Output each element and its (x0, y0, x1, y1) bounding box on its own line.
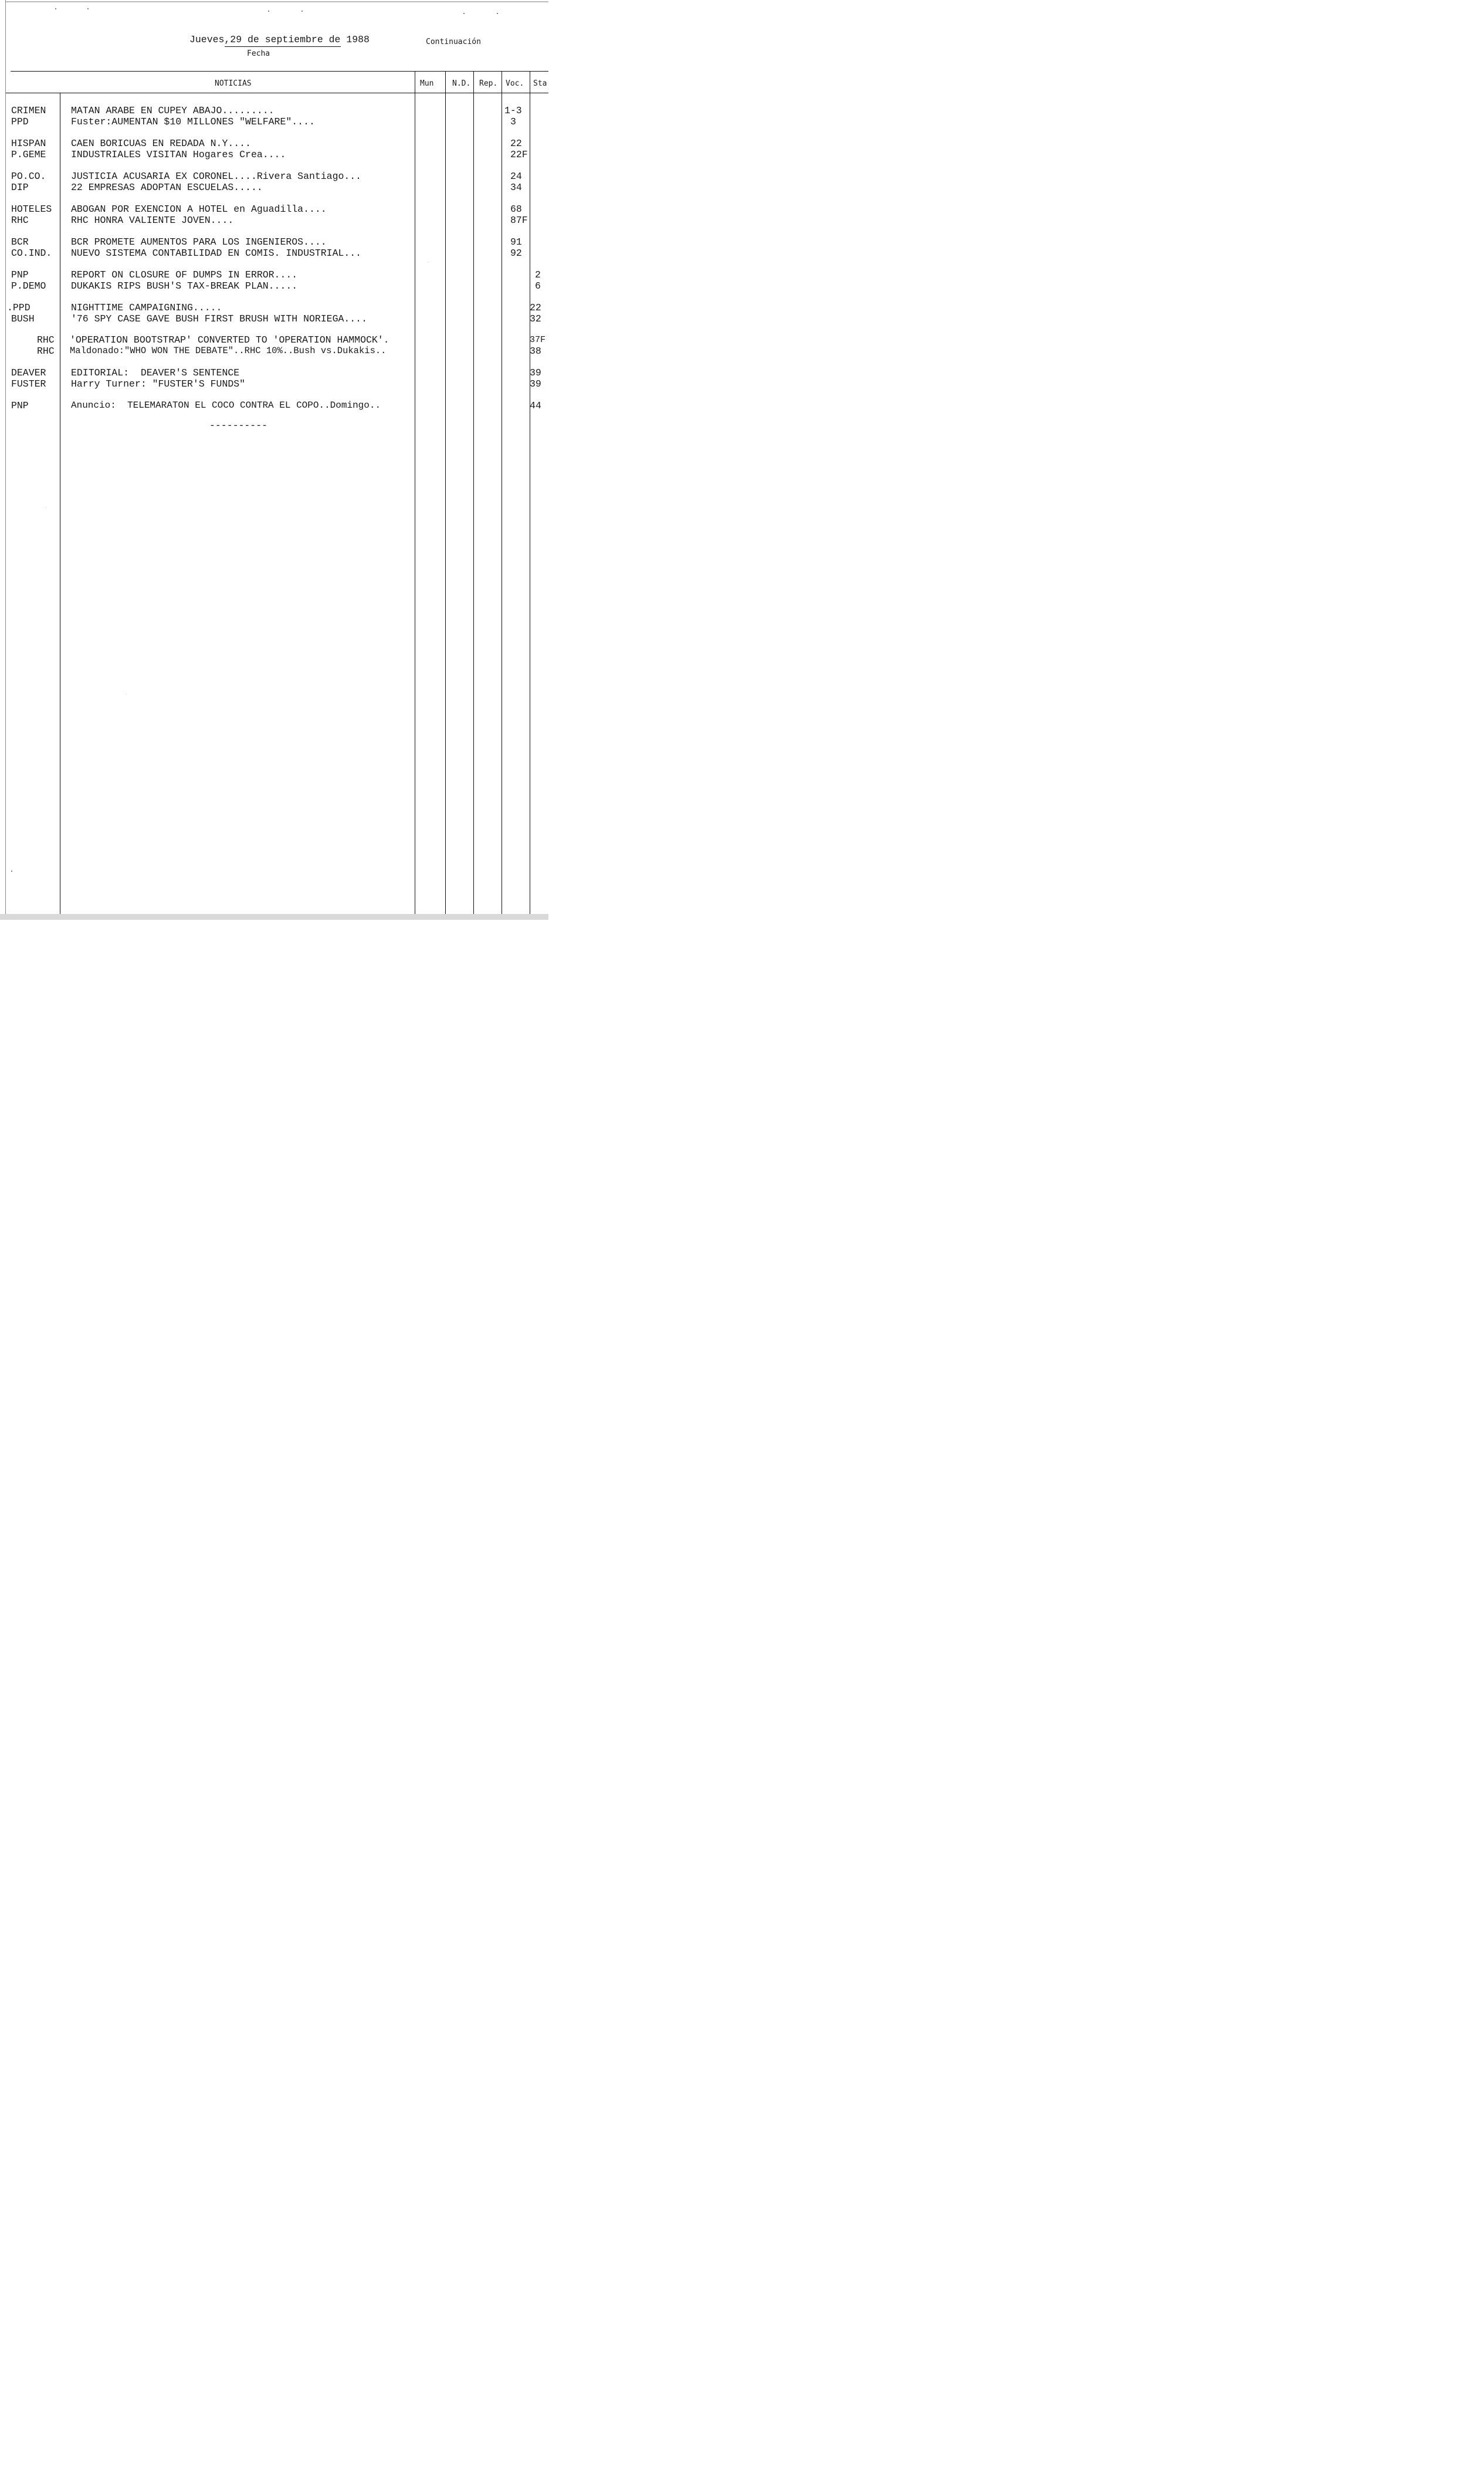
row-star-page: 37F (530, 335, 546, 345)
row-category: CO.IND. (11, 248, 52, 259)
row-headline: Harry Turner: "FUSTER'S FUNDS" (71, 378, 246, 390)
row-category: HOTELES (11, 204, 52, 215)
row-category: P.DEMO (11, 280, 46, 292)
row-star-page: 39 (530, 378, 541, 390)
column-header-star: Sta (533, 79, 547, 88)
row-headline: INDUSTRIALES VISITAN Hogares Crea.... (71, 149, 286, 160)
row-voc-page: 22F (510, 149, 528, 160)
row-voc-page: 68 (510, 204, 522, 215)
page-top-edge (6, 1, 548, 2)
row-category: RHC (37, 334, 55, 346)
row-voc-page: 87F (510, 215, 528, 226)
row-voc-page: 92 (510, 248, 522, 259)
scan-speck (497, 13, 498, 14)
row-headline: JUSTICIA ACUSARIA EX CORONEL....Rivera Santiago... (71, 171, 362, 182)
row-category: HISPAN (11, 138, 46, 149)
column-header-voc: Voc. (506, 79, 524, 88)
row-star-page: 39 (530, 367, 541, 378)
row-star-page: 22 (530, 302, 541, 313)
row-category: FUSTER (11, 378, 46, 390)
row-category: DIP (11, 182, 29, 193)
row-category: RHC (37, 346, 55, 357)
row-headline: 'OPERATION BOOTSTRAP' CONVERTED TO 'OPERATION HAMMOCK'. (70, 334, 389, 346)
nd-column-divider (445, 71, 446, 920)
row-headline: Fuster:AUMENTAN $10 MILLONES "WELFARE".... (71, 116, 315, 127)
row-headline: CAEN BORICUAS EN REDADA N.Y.... (71, 138, 251, 149)
end-of-list-marker: ---------- (209, 420, 268, 431)
scan-speck (55, 8, 56, 9)
row-category: BUSH (11, 313, 35, 324)
table-top-rule (11, 71, 548, 72)
row-headline: NUEVO SISTEMA CONTABILIDAD EN COMIS. INDUSTRIAL... (71, 248, 362, 259)
row-category: BCR (11, 236, 29, 248)
row-voc-page: 24 (510, 171, 522, 182)
scan-speck (268, 11, 269, 12)
scan-speck (87, 8, 89, 9)
row-star-page: 44 (530, 400, 541, 411)
date-underline (225, 46, 341, 47)
row-voc-page: 3 (510, 116, 516, 127)
column-header-nd: N.D. (452, 79, 471, 88)
row-headline: Anuncio: TELEMARATON EL COCO CONTRA EL COPO..Domingo.. (71, 400, 381, 411)
document-date: Jueves,29 de septiembre de 1988 (189, 34, 370, 45)
row-category: CRIMEN (11, 105, 46, 116)
row-headline: BCR PROMETE AUMENTOS PARA LOS INGENIEROS.... (71, 236, 327, 248)
row-star-page: 6 (535, 280, 541, 292)
row-category: RHC (11, 215, 29, 226)
row-voc-page: 22 (510, 138, 522, 149)
continuation-label: Continuación (426, 38, 481, 46)
row-headline: MATAN ARABE EN CUPEY ABAJO......... (71, 105, 275, 116)
row-category: P.GEME (11, 149, 46, 160)
row-category: DEAVER (11, 367, 46, 378)
row-headline: REPORT ON CLOSURE OF DUMPS IN ERROR.... (71, 269, 298, 280)
row-headline: Maldonado:"WHO WON THE DEBATE"..RHC 10%..Bush vs.Dukakis.. (70, 346, 387, 356)
row-headline: NIGHTTIME CAMPAIGNING..... (71, 302, 222, 313)
row-category: PNP (11, 269, 29, 280)
row-headline: DUKAKIS RIPS BUSH'S TAX-BREAK PLAN..... (71, 280, 298, 292)
row-voc-page: 34 (510, 182, 522, 193)
column-header-noticias: NOTICIAS (215, 79, 252, 88)
column-header-mun: Mun (420, 79, 434, 88)
scan-speck (463, 13, 465, 14)
row-voc-page: 1-3 (504, 105, 522, 116)
row-category: PNP (11, 400, 29, 411)
scan-speck (301, 11, 303, 12)
rep-column-divider (473, 71, 474, 920)
date-label: Fecha (247, 49, 270, 58)
row-headline: RHC HONRA VALIENTE JOVEN.... (71, 215, 234, 226)
row-voc-page: 91 (510, 236, 522, 248)
row-headline: ABOGAN POR EXENCION A HOTEL en Aguadilla.... (71, 204, 327, 215)
column-header-rep: Rep. (479, 79, 498, 88)
row-star-page: 32 (530, 313, 541, 324)
row-headline: 22 EMPRESAS ADOPTAN ESCUELAS..... (71, 182, 263, 193)
row-category: .PPD (7, 302, 31, 313)
scan-speck (126, 694, 127, 695)
row-category: PPD (11, 116, 29, 127)
row-star-page: 38 (530, 346, 541, 357)
page-left-edge (5, 0, 6, 915)
row-category: PO.CO. (11, 171, 46, 182)
scan-speck (11, 871, 12, 872)
scan-bottom-shadow (0, 914, 548, 920)
row-headline: '76 SPY CASE GAVE BUSH FIRST BRUSH WITH NORIEGA.... (71, 313, 367, 324)
row-headline: EDITORIAL: DEAVER'S SENTENCE (71, 367, 240, 378)
row-star-page: 2 (535, 269, 541, 280)
